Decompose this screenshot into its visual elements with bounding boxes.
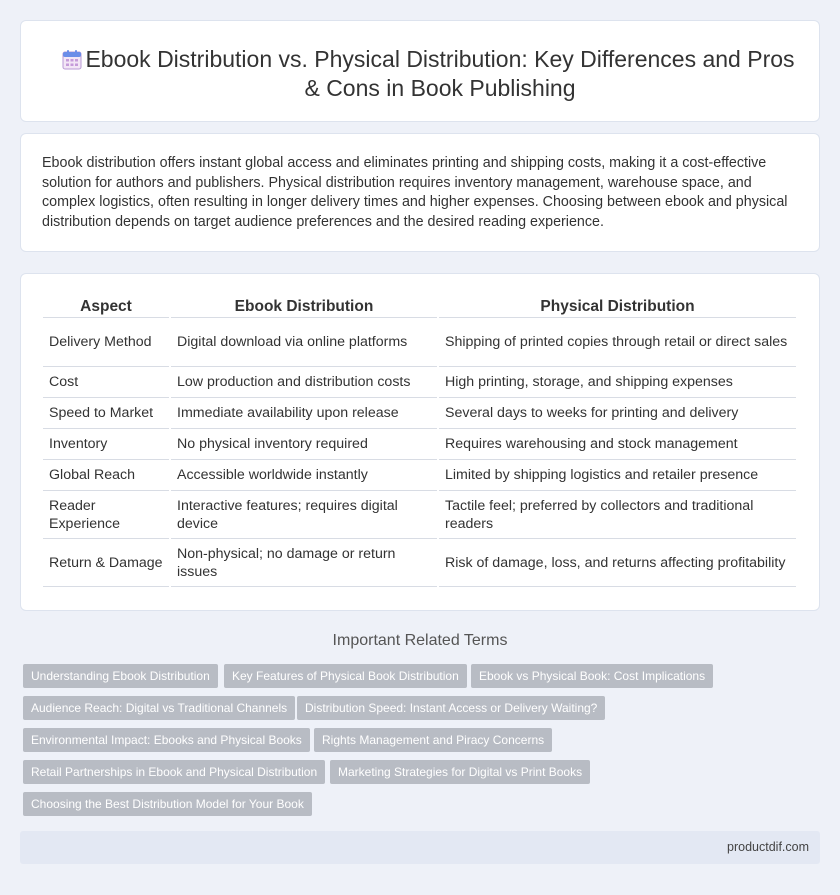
- header-aspect: Aspect: [43, 294, 169, 318]
- table-cell: Inventory: [43, 429, 169, 460]
- header-ebook: Ebook Distribution: [171, 294, 437, 318]
- table-cell: Requires warehousing and stock management: [439, 429, 796, 460]
- table-cell: Accessible worldwide instantly: [171, 460, 437, 491]
- comparison-table: [41, 294, 798, 587]
- related-term-tag[interactable]: Marketing Strategies for Digital vs Print Books: [330, 760, 590, 784]
- related-term-tag[interactable]: Rights Management and Piracy Concerns: [314, 728, 552, 752]
- page-title: Ebook Distribution vs. Physical Distribution: Key Differences and Pros & Cons in Book Publishing: [85, 46, 795, 101]
- table-cell: Delivery Method: [43, 318, 169, 367]
- table-cell: Reader Experience: [43, 491, 169, 539]
- related-term-tag[interactable]: Ebook vs Physical Book: Cost Implications: [471, 664, 713, 688]
- table-cell: Global Reach: [43, 460, 169, 491]
- table-cell: High printing, storage, and shipping expenses: [439, 367, 796, 398]
- table-cell: Shipping of printed copies through retail or direct sales: [439, 318, 796, 367]
- table-cell: Speed to Market: [43, 398, 169, 429]
- footer-bar: [20, 831, 820, 864]
- table-cell: Tactile feel; preferred by collectors and traditional readers: [439, 491, 796, 539]
- table-cell: Non-physical; no damage or return issues: [171, 539, 437, 587]
- table-cell: Interactive features; requires digital device: [171, 491, 437, 539]
- table-row: [43, 429, 796, 460]
- table-row: [43, 318, 796, 367]
- table-cell: Digital download via online platforms: [171, 318, 437, 367]
- summary-paragraph: Ebook distribution offers instant global access and eliminates printing and shipping costs, making it a cost-effective solution for authors and publishers. Physical distribution requires inventory management, warehouse space, and complex logistics, often resulting in longer delivery times and higher expenses. Choosing between ebook and physical distribution depends on target audience preferences and the desired reading experience.: [42, 155, 788, 230]
- footer-site-name: productdif.com: [727, 840, 809, 854]
- table-row: [43, 460, 796, 491]
- comparison-table-card: [20, 273, 820, 611]
- table-cell: Immediate availability upon release: [171, 398, 437, 429]
- related-terms-heading: Important Related Terms: [332, 632, 508, 649]
- summary-card: [20, 133, 820, 252]
- table-row: [43, 398, 796, 429]
- table-cell: No physical inventory required: [171, 429, 437, 460]
- table-cell: Return & Damage: [43, 539, 169, 587]
- title-card: [20, 20, 820, 122]
- related-term-tag[interactable]: Key Features of Physical Book Distribution: [224, 664, 467, 688]
- related-term-tag[interactable]: Audience Reach: Digital vs Traditional Channels: [23, 696, 295, 720]
- table-row: [43, 491, 796, 539]
- related-term-tag[interactable]: Environmental Impact: Ebooks and Physical Books: [23, 728, 310, 752]
- related-term-tag[interactable]: Retail Partnerships in Ebook and Physical Distribution: [23, 760, 325, 784]
- table-cell: Several days to weeks for printing and delivery: [439, 398, 796, 429]
- related-term-tag[interactable]: Understanding Ebook Distribution: [23, 664, 218, 688]
- related-term-tag[interactable]: Choosing the Best Distribution Model for Your Book: [23, 792, 312, 816]
- table-cell: Cost: [43, 367, 169, 398]
- table-cell: Limited by shipping logistics and retailer presence: [439, 460, 796, 491]
- table-cell: Risk of damage, loss, and returns affecting profitability: [439, 539, 796, 587]
- table-row: [43, 367, 796, 398]
- table-row: [43, 539, 796, 587]
- related-term-tag[interactable]: Distribution Speed: Instant Access or Delivery Waiting?: [297, 696, 605, 720]
- table-cell: Low production and distribution costs: [171, 367, 437, 398]
- table-header-row: [43, 294, 796, 318]
- header-physical: Physical Distribution: [439, 294, 796, 318]
